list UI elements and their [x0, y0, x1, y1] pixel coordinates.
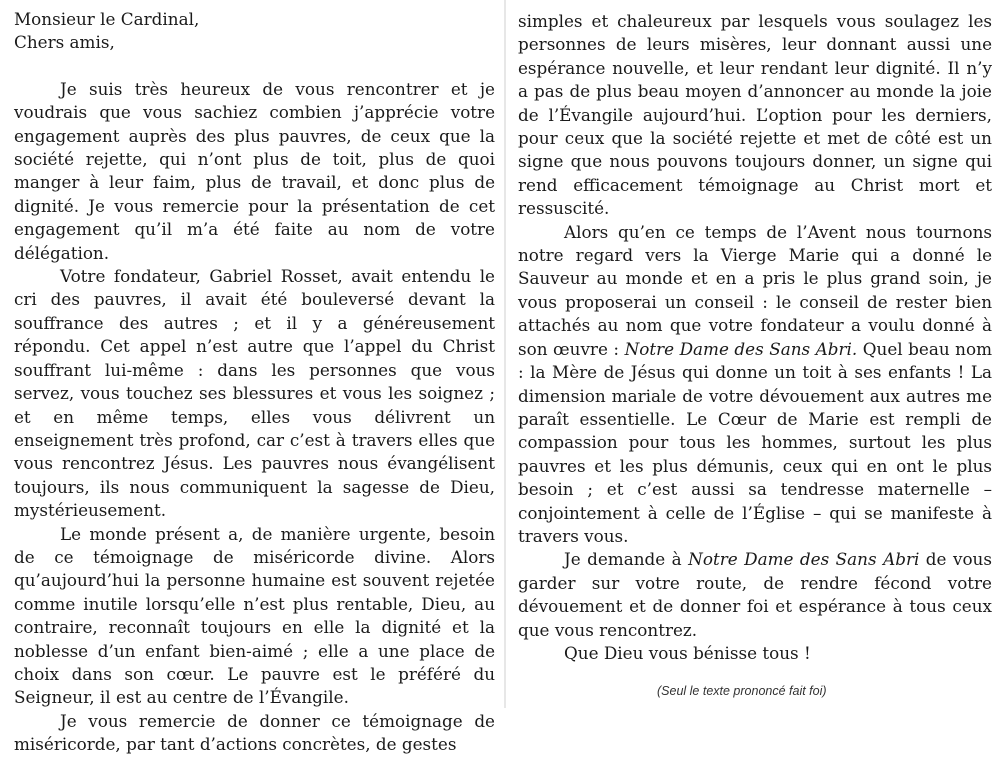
- left-column: [14, 8, 495, 757]
- paragraph-6: [518, 548, 992, 642]
- footnote: (Seul le texte prononcé fait foi): [657, 684, 827, 698]
- salutation-cardinal: Monsieur le Cardinal,: [14, 9, 200, 29]
- paragraph-2: Votre fondateur, Gabriel Rosset, avait entendu le cri des pauvres, il avait été bouleversé devant la souffrance des autres ; et il y a généreusement répondu. Cet appel n’est autre que l’appel du Christ souffrant lui-même : dans les personnes que vous servez, vous touchez ses blessures et vous les soignez ; et en même temps, elles vous délivrent un enseignement très profond, car c’est à travers elles que vous rencontrez Jésus. Les pauvres nous évangélisent toujours, ils nous communiquent la sagesse de Dieu, mystérieusement.: [14, 266, 495, 521]
- blank-line: [14, 55, 495, 78]
- paragraph-5-part-a: Alors qu’en ce temps de l’Avent nous tournons notre regard vers la Vierge Marie qui a donné le Sauveur au monde et en a pris le plus grand soin, je vous proposerai un conseil : le conseil de rester bien attachés au nom que votre fondateur a voulu donné à son œuvre :: [518, 221, 992, 359]
- salutation-friends: Chers amis,: [14, 32, 115, 53]
- paragraph-3: Le monde présent a, de manière urgente, besoin de ce témoignage de miséricorde divine. Alors qu’aujourd’hui la personne humaine est souvent rejetée comme inutile lorsqu’elle n’est plus rentable, Dieu, au contraire, reconnaît toujours en elle la dignité et la noblesse d’un enfant bien-aimé ; elle a une place de choix dans son cœur. Le pauvre est le préféré du Seigneur, il est au centre de l’Évangile.: [14, 523, 495, 708]
- paragraph-6-part-b: de vous garder sur votre route, de rendre fécond votre dévouement et de donner foi et espérance à tous ceux que vous rencontrez.: [518, 549, 992, 640]
- paragraph-5-part-b: Quel beau nom : la Mère de Jésus qui donne un toit à ses enfants ! La dimension mariale de votre dévouement aux autres me paraît essentielle. Le Cœur de Marie est rempli de compassion pour tous les hommes, surtout les plus pauvres et les plus démunis, ceux qui en ont le plus besoin ; et c’est aussi sa tendresse maternelle – conjointement à celle de l’Église – qui se manifeste à travers vous.: [518, 338, 992, 546]
- paragraph-4-continued: simples et chaleureux par lesquels vous soulagez les personnes de leurs misères, leur donnant aussi une espérance nouvelle, et leur rendant leur dignité. Il n’y a pas de plus beau moyen d’annoncer au monde la joie de l’Évangile aujourd’hui. L’option pour les derniers, pour ceux que la société rejette et met de côté est un signe que nous pouvons toujours donner, un signe qui rend efficacement témoignage au Christ mort et ressuscité.: [518, 11, 992, 219]
- paragraph-6-part-a: Je demande à: [564, 549, 689, 570]
- paragraph-1: Je suis très heureux de vous rencontrer et je voudrais que vous sachiez combien j’apprécie votre engagement auprès des plus pauvres, de ceux que la société rejette, qui n’ont plus de toit, plus de quoi manger à leur faim, plus de travail, et donc plus de dignité. Je vous remercie pour la présentation de cet engagement qu’il m’a été faite au nom de votre délégation.: [14, 78, 495, 263]
- paragraph-4: Je vous remercie de donner ce témoignage de miséricorde, par tant d’actions concrètes, de gestes: [14, 710, 495, 755]
- column-divider: [504, 0, 506, 708]
- paragraph-5-emphasis: Notre Dame des Sans Abri.: [624, 338, 858, 359]
- closing-blessing: Que Dieu vous bénisse tous !: [564, 642, 811, 663]
- paragraph-5: [518, 221, 992, 549]
- paragraph-6-emphasis: Notre Dame des Sans Abri: [688, 549, 920, 570]
- right-column: [518, 10, 992, 665]
